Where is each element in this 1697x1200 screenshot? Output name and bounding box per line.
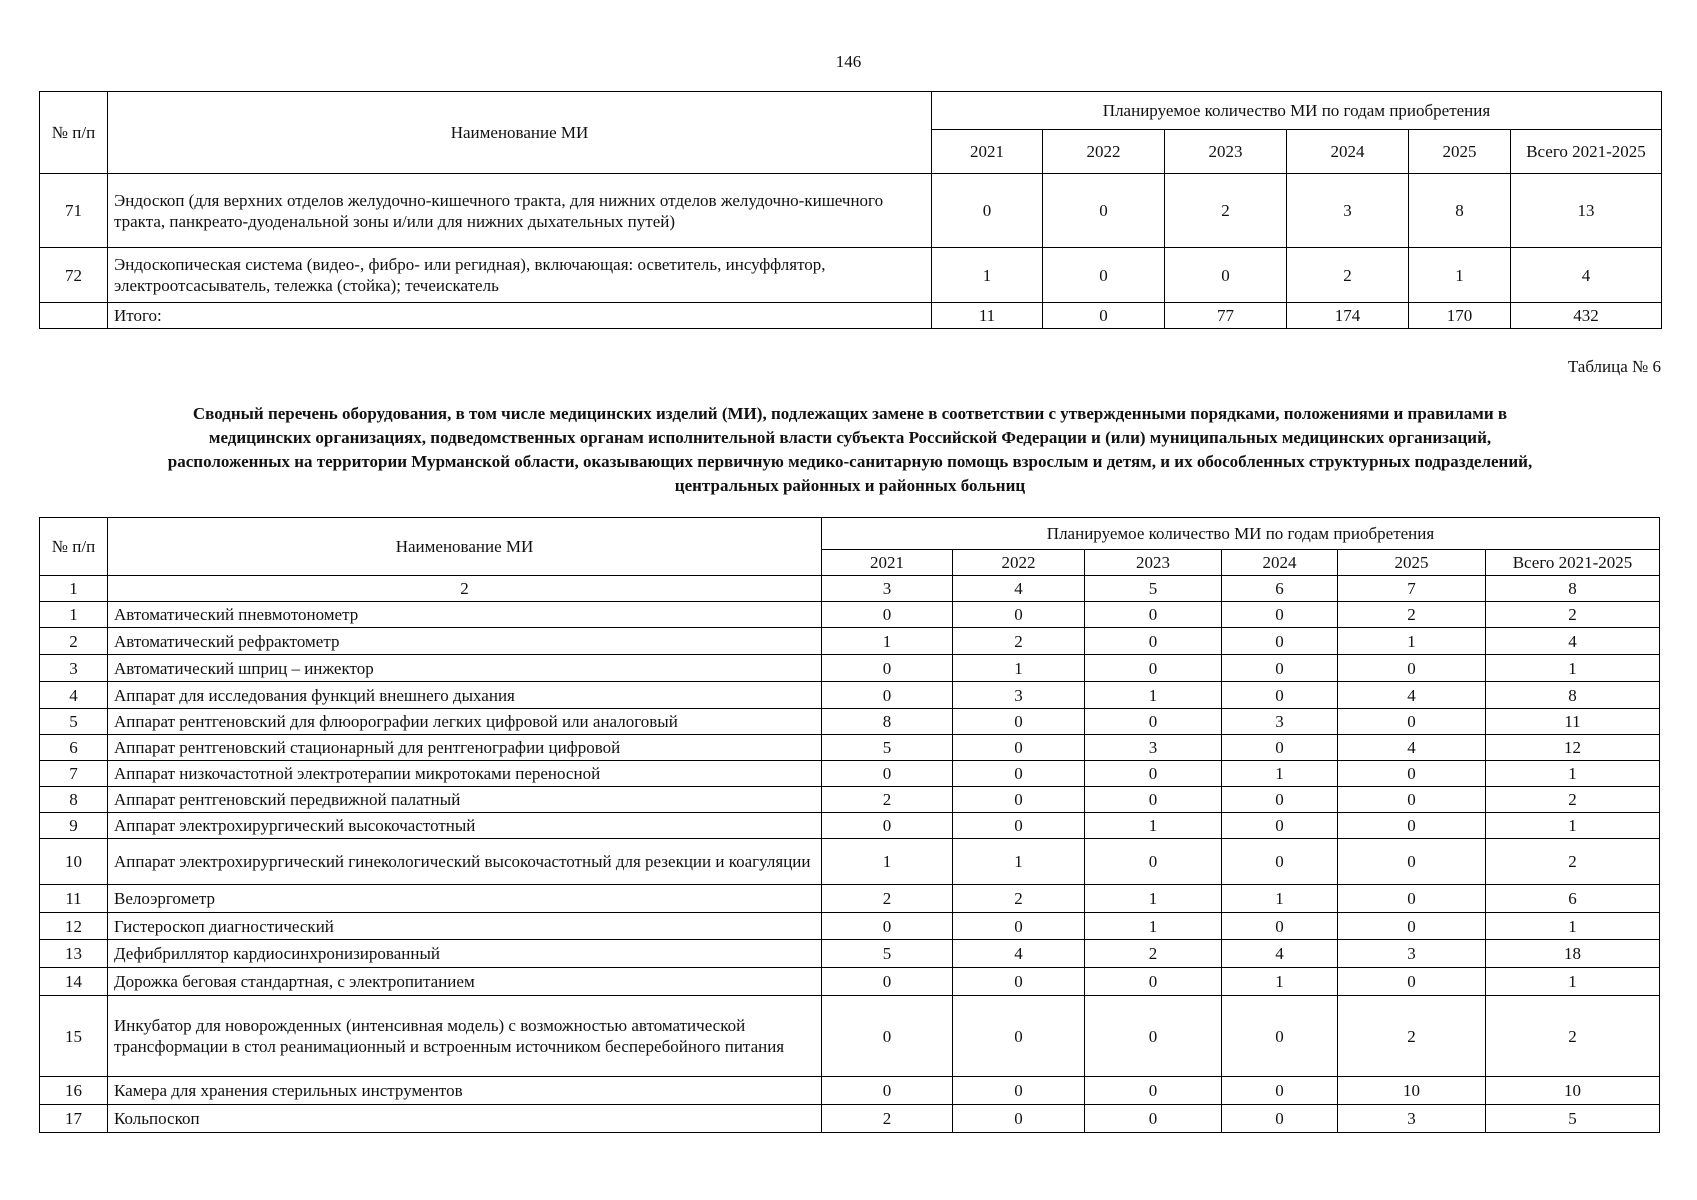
row-value: 0 — [1085, 996, 1222, 1077]
row-value: 3 — [953, 682, 1085, 709]
row-value: 3 — [1222, 709, 1338, 735]
header-year: 2021 — [822, 550, 953, 576]
row-name: Аппарат рентгеновский передвижной палатный — [108, 787, 822, 813]
total-value: 0 — [1043, 303, 1165, 329]
row-value: 0 — [822, 1077, 953, 1105]
table-row — [40, 655, 1660, 682]
row-value: 11 — [1486, 709, 1660, 735]
total-value: 11 — [932, 303, 1043, 329]
header-year: 2024 — [1222, 550, 1338, 576]
table-row — [40, 913, 1660, 940]
table-row — [40, 996, 1660, 1077]
total-value: 432 — [1511, 303, 1662, 329]
row-value: 8 — [822, 709, 953, 735]
row-value: 0 — [1222, 628, 1338, 655]
table-row — [40, 968, 1660, 996]
table-row — [40, 682, 1660, 709]
header-planned: Планируемое количество МИ по годам приобретения — [932, 92, 1662, 130]
total-label: Итого: — [108, 303, 932, 329]
row-value: 1 — [953, 839, 1085, 885]
row-value: 2 — [1338, 602, 1486, 628]
row-name: Эндоскоп (для верхних отделов желудочно-кишечного тракта, для нижних отделов желудочно-кишечного тракта, панкреато-дуоденальной зоны и/или для нижних дыхательных путей) — [108, 174, 932, 248]
row-number: 2 — [40, 628, 108, 655]
row-value: 0 — [1085, 1077, 1222, 1105]
row-value: 0 — [953, 968, 1085, 996]
row-number: 10 — [40, 839, 108, 885]
row-value: 0 — [1222, 996, 1338, 1077]
title-line: Сводный перечень оборудования, в том числе медицинских изделий (МИ), подлежащих замене в соответствии с утвержденными порядками, положениями и правилами в — [192, 404, 1508, 423]
row-name: Автоматический шприц – инжектор — [108, 655, 822, 682]
table-caption: Таблица № 6 — [1567, 357, 1661, 376]
row-value: 2 — [953, 628, 1085, 655]
row-number: 1 — [40, 602, 108, 628]
table-row — [40, 602, 1660, 628]
header-name: Наименование МИ — [108, 518, 822, 576]
row-value: 0 — [822, 602, 953, 628]
row-number: 3 — [40, 655, 108, 682]
row-value: 0 — [1222, 682, 1338, 709]
row-value: 0 — [1043, 248, 1165, 303]
table-row — [40, 813, 1660, 839]
row-value: 0 — [1043, 174, 1165, 248]
total-value: 170 — [1409, 303, 1511, 329]
row-value: 0 — [1222, 913, 1338, 940]
total-value: 174 — [1287, 303, 1409, 329]
row-value: 2 — [822, 787, 953, 813]
column-number: 2 — [108, 576, 822, 602]
row-value: 1 — [1085, 813, 1222, 839]
row-value: 0 — [1338, 913, 1486, 940]
row-value: 13 — [1511, 174, 1662, 248]
row-value: 1 — [1486, 761, 1660, 787]
row-value: 0 — [822, 761, 953, 787]
row-value: 0 — [1222, 602, 1338, 628]
row-value: 10 — [1486, 1077, 1660, 1105]
table-row — [40, 1077, 1660, 1105]
row-value: 0 — [1222, 839, 1338, 885]
row-value: 1 — [822, 839, 953, 885]
row-value: 0 — [1085, 655, 1222, 682]
row-number: 71 — [40, 174, 108, 248]
row-value: 3 — [1287, 174, 1409, 248]
header-year: 2025 — [1409, 130, 1511, 174]
row-value: 8 — [1409, 174, 1511, 248]
table-row — [40, 709, 1660, 735]
row-value: 1 — [1486, 655, 1660, 682]
row-number: 5 — [40, 709, 108, 735]
table-row — [40, 1105, 1660, 1133]
row-value: 2 — [822, 1105, 953, 1133]
row-value: 4 — [1338, 682, 1486, 709]
total-empty-cell — [40, 303, 108, 329]
row-name: Инкубатор для новорожденных (интенсивная модель) с возможностью автоматической трансформации в стол реанимационный и встроенным источником бесперебойного питания — [108, 996, 822, 1077]
document-title — [39, 402, 1661, 498]
row-name: Автоматический пневмотонометр — [108, 602, 822, 628]
row-value: 1 — [1085, 913, 1222, 940]
row-value: 2 — [953, 885, 1085, 913]
row-value: 3 — [1338, 1105, 1486, 1133]
title-line: расположенных на территории Мурманской области, оказывающих первичную медико-санитарную помощь взрослым и детям, и их обособленных структурных подразделений, — [167, 452, 1533, 471]
row-value: 0 — [953, 602, 1085, 628]
row-value: 2 — [1486, 787, 1660, 813]
row-value: 2 — [1287, 248, 1409, 303]
header-year: 2023 — [1165, 130, 1287, 174]
row-name: Дорожка беговая стандартная, с электропитанием — [108, 968, 822, 996]
table-row — [40, 735, 1660, 761]
row-value: 0 — [1338, 885, 1486, 913]
row-value: 0 — [822, 913, 953, 940]
row-value: 0 — [1085, 968, 1222, 996]
row-name: Эндоскопическая система (видео-, фибро- или регидная), включающая: осветитель, инсуффлятор, электроотсасыватель, тележка (стойка); течеискатель — [108, 248, 932, 303]
row-value: 0 — [1338, 787, 1486, 813]
column-number: 1 — [40, 576, 108, 602]
row-number: 72 — [40, 248, 108, 303]
row-value: 0 — [932, 174, 1043, 248]
row-value: 10 — [1338, 1077, 1486, 1105]
column-numbers-row — [40, 576, 1660, 602]
top-table — [39, 91, 1662, 329]
header-year: Всего 2021-2025 — [1511, 130, 1662, 174]
row-name: Аппарат рентгеновский для флюорографии легких цифровой или аналоговый — [108, 709, 822, 735]
row-value: 12 — [1486, 735, 1660, 761]
header-year: 2023 — [1085, 550, 1222, 576]
row-value: 8 — [1486, 682, 1660, 709]
row-value: 2 — [822, 885, 953, 913]
row-value: 0 — [1085, 1105, 1222, 1133]
row-value: 2 — [1338, 996, 1486, 1077]
header-name: Наименование МИ — [108, 92, 932, 174]
row-value: 4 — [1511, 248, 1662, 303]
header-year: 2021 — [932, 130, 1043, 174]
row-value: 0 — [953, 709, 1085, 735]
header-row — [40, 518, 1660, 550]
row-value: 4 — [953, 940, 1085, 968]
row-value: 1 — [1222, 761, 1338, 787]
header-row — [40, 92, 1662, 130]
row-name: Кольпоскоп — [108, 1105, 822, 1133]
row-value: 0 — [1338, 655, 1486, 682]
row-value: 1 — [1222, 885, 1338, 913]
column-number: 6 — [1222, 576, 1338, 602]
row-number: 6 — [40, 735, 108, 761]
column-number: 7 — [1338, 576, 1486, 602]
row-value: 1 — [953, 655, 1085, 682]
row-number: 12 — [40, 913, 108, 940]
row-name: Гистероскоп диагностический — [108, 913, 822, 940]
header-num: № п/п — [40, 518, 108, 576]
header-year: 2024 — [1287, 130, 1409, 174]
row-number: 15 — [40, 996, 108, 1077]
row-number: 4 — [40, 682, 108, 709]
row-value: 2 — [1486, 839, 1660, 885]
row-value: 0 — [953, 1105, 1085, 1133]
row-value: 1 — [1486, 813, 1660, 839]
row-value: 0 — [1222, 787, 1338, 813]
row-number: 11 — [40, 885, 108, 913]
column-number: 3 — [822, 576, 953, 602]
row-value: 0 — [1085, 787, 1222, 813]
row-value: 2 — [1486, 602, 1660, 628]
row-value: 18 — [1486, 940, 1660, 968]
row-value: 0 — [1222, 1105, 1338, 1133]
header-year: 2025 — [1338, 550, 1486, 576]
row-number: 13 — [40, 940, 108, 968]
table-row — [40, 628, 1660, 655]
row-value: 0 — [1338, 761, 1486, 787]
row-value: 0 — [1338, 709, 1486, 735]
row-value: 6 — [1486, 885, 1660, 913]
row-value: 1 — [1338, 628, 1486, 655]
row-value: 0 — [1338, 968, 1486, 996]
header-year: 2022 — [953, 550, 1085, 576]
table-row — [40, 174, 1662, 248]
row-number: 8 — [40, 787, 108, 813]
header-year: 2022 — [1043, 130, 1165, 174]
row-value: 4 — [1222, 940, 1338, 968]
row-value: 5 — [822, 735, 953, 761]
row-name: Велоэргометр — [108, 885, 822, 913]
row-value: 5 — [822, 940, 953, 968]
row-value: 0 — [953, 787, 1085, 813]
row-value: 0 — [1165, 248, 1287, 303]
header-planned: Планируемое количество МИ по годам приобретения — [822, 518, 1660, 550]
row-value: 1 — [932, 248, 1043, 303]
column-number: 4 — [953, 576, 1085, 602]
row-value: 0 — [822, 655, 953, 682]
table-row — [40, 787, 1660, 813]
row-value: 2 — [1486, 996, 1660, 1077]
row-value: 1 — [1085, 682, 1222, 709]
column-number: 8 — [1486, 576, 1660, 602]
row-name: Автоматический рефрактометр — [108, 628, 822, 655]
row-value: 1 — [1222, 968, 1338, 996]
total-value: 77 — [1165, 303, 1287, 329]
row-value: 2 — [1085, 940, 1222, 968]
row-name: Аппарат электрохирургический высокочастотный — [108, 813, 822, 839]
row-value: 4 — [1338, 735, 1486, 761]
row-value: 0 — [1085, 602, 1222, 628]
row-value: 0 — [953, 735, 1085, 761]
table-row — [40, 761, 1660, 787]
table-row — [40, 885, 1660, 913]
row-value: 0 — [953, 996, 1085, 1077]
row-number: 14 — [40, 968, 108, 996]
row-value: 0 — [1085, 839, 1222, 885]
row-value: 0 — [1338, 839, 1486, 885]
table-row — [40, 248, 1662, 303]
row-value: 0 — [822, 996, 953, 1077]
bottom-table — [39, 517, 1660, 1133]
row-value: 1 — [822, 628, 953, 655]
column-number: 5 — [1085, 576, 1222, 602]
row-value: 0 — [1338, 813, 1486, 839]
row-name: Камера для хранения стерильных инструментов — [108, 1077, 822, 1105]
row-value: 0 — [1222, 655, 1338, 682]
row-value: 0 — [1222, 813, 1338, 839]
header-year: Всего 2021-2025 — [1486, 550, 1660, 576]
row-value: 0 — [953, 813, 1085, 839]
page-number: 146 — [835, 52, 862, 71]
row-value: 0 — [953, 913, 1085, 940]
row-value: 2 — [1165, 174, 1287, 248]
row-value: 4 — [1486, 628, 1660, 655]
row-value: 5 — [1486, 1105, 1660, 1133]
row-number: 17 — [40, 1105, 108, 1133]
row-name: Аппарат электрохирургический гинекологический высокочастотный для резекции и коагуляции — [108, 839, 822, 885]
table-row — [40, 940, 1660, 968]
row-name: Аппарат рентгеновский стационарный для рентгенографии цифровой — [108, 735, 822, 761]
row-value: 1 — [1486, 968, 1660, 996]
row-number: 7 — [40, 761, 108, 787]
row-value: 3 — [1085, 735, 1222, 761]
total-row — [40, 303, 1662, 329]
row-value: 0 — [1085, 628, 1222, 655]
row-name: Дефибриллятор кардиосинхронизированный — [108, 940, 822, 968]
row-value: 0 — [822, 682, 953, 709]
row-value: 0 — [1085, 709, 1222, 735]
row-value: 0 — [822, 968, 953, 996]
row-value: 0 — [1222, 1077, 1338, 1105]
row-value: 0 — [822, 813, 953, 839]
title-line: медицинских организациях, подведомственных органам исполнительной власти субъекта Российской Федерации и (или) муниципальных медицинских организаций, — [208, 428, 1492, 447]
row-name: Аппарат низкочастотной электротерапии микротоками переносной — [108, 761, 822, 787]
row-name: Аппарат для исследования функций внешнего дыхания — [108, 682, 822, 709]
header-num: № п/п — [40, 92, 108, 174]
row-number: 9 — [40, 813, 108, 839]
table-row — [40, 839, 1660, 885]
row-value: 0 — [1085, 761, 1222, 787]
row-value: 1 — [1409, 248, 1511, 303]
row-value: 0 — [953, 761, 1085, 787]
row-value: 1 — [1486, 913, 1660, 940]
row-value: 0 — [953, 1077, 1085, 1105]
title-line: центральных районных и районных больниц — [674, 476, 1026, 495]
row-number: 16 — [40, 1077, 108, 1105]
row-value: 3 — [1338, 940, 1486, 968]
row-value: 0 — [1222, 735, 1338, 761]
row-value: 1 — [1085, 885, 1222, 913]
